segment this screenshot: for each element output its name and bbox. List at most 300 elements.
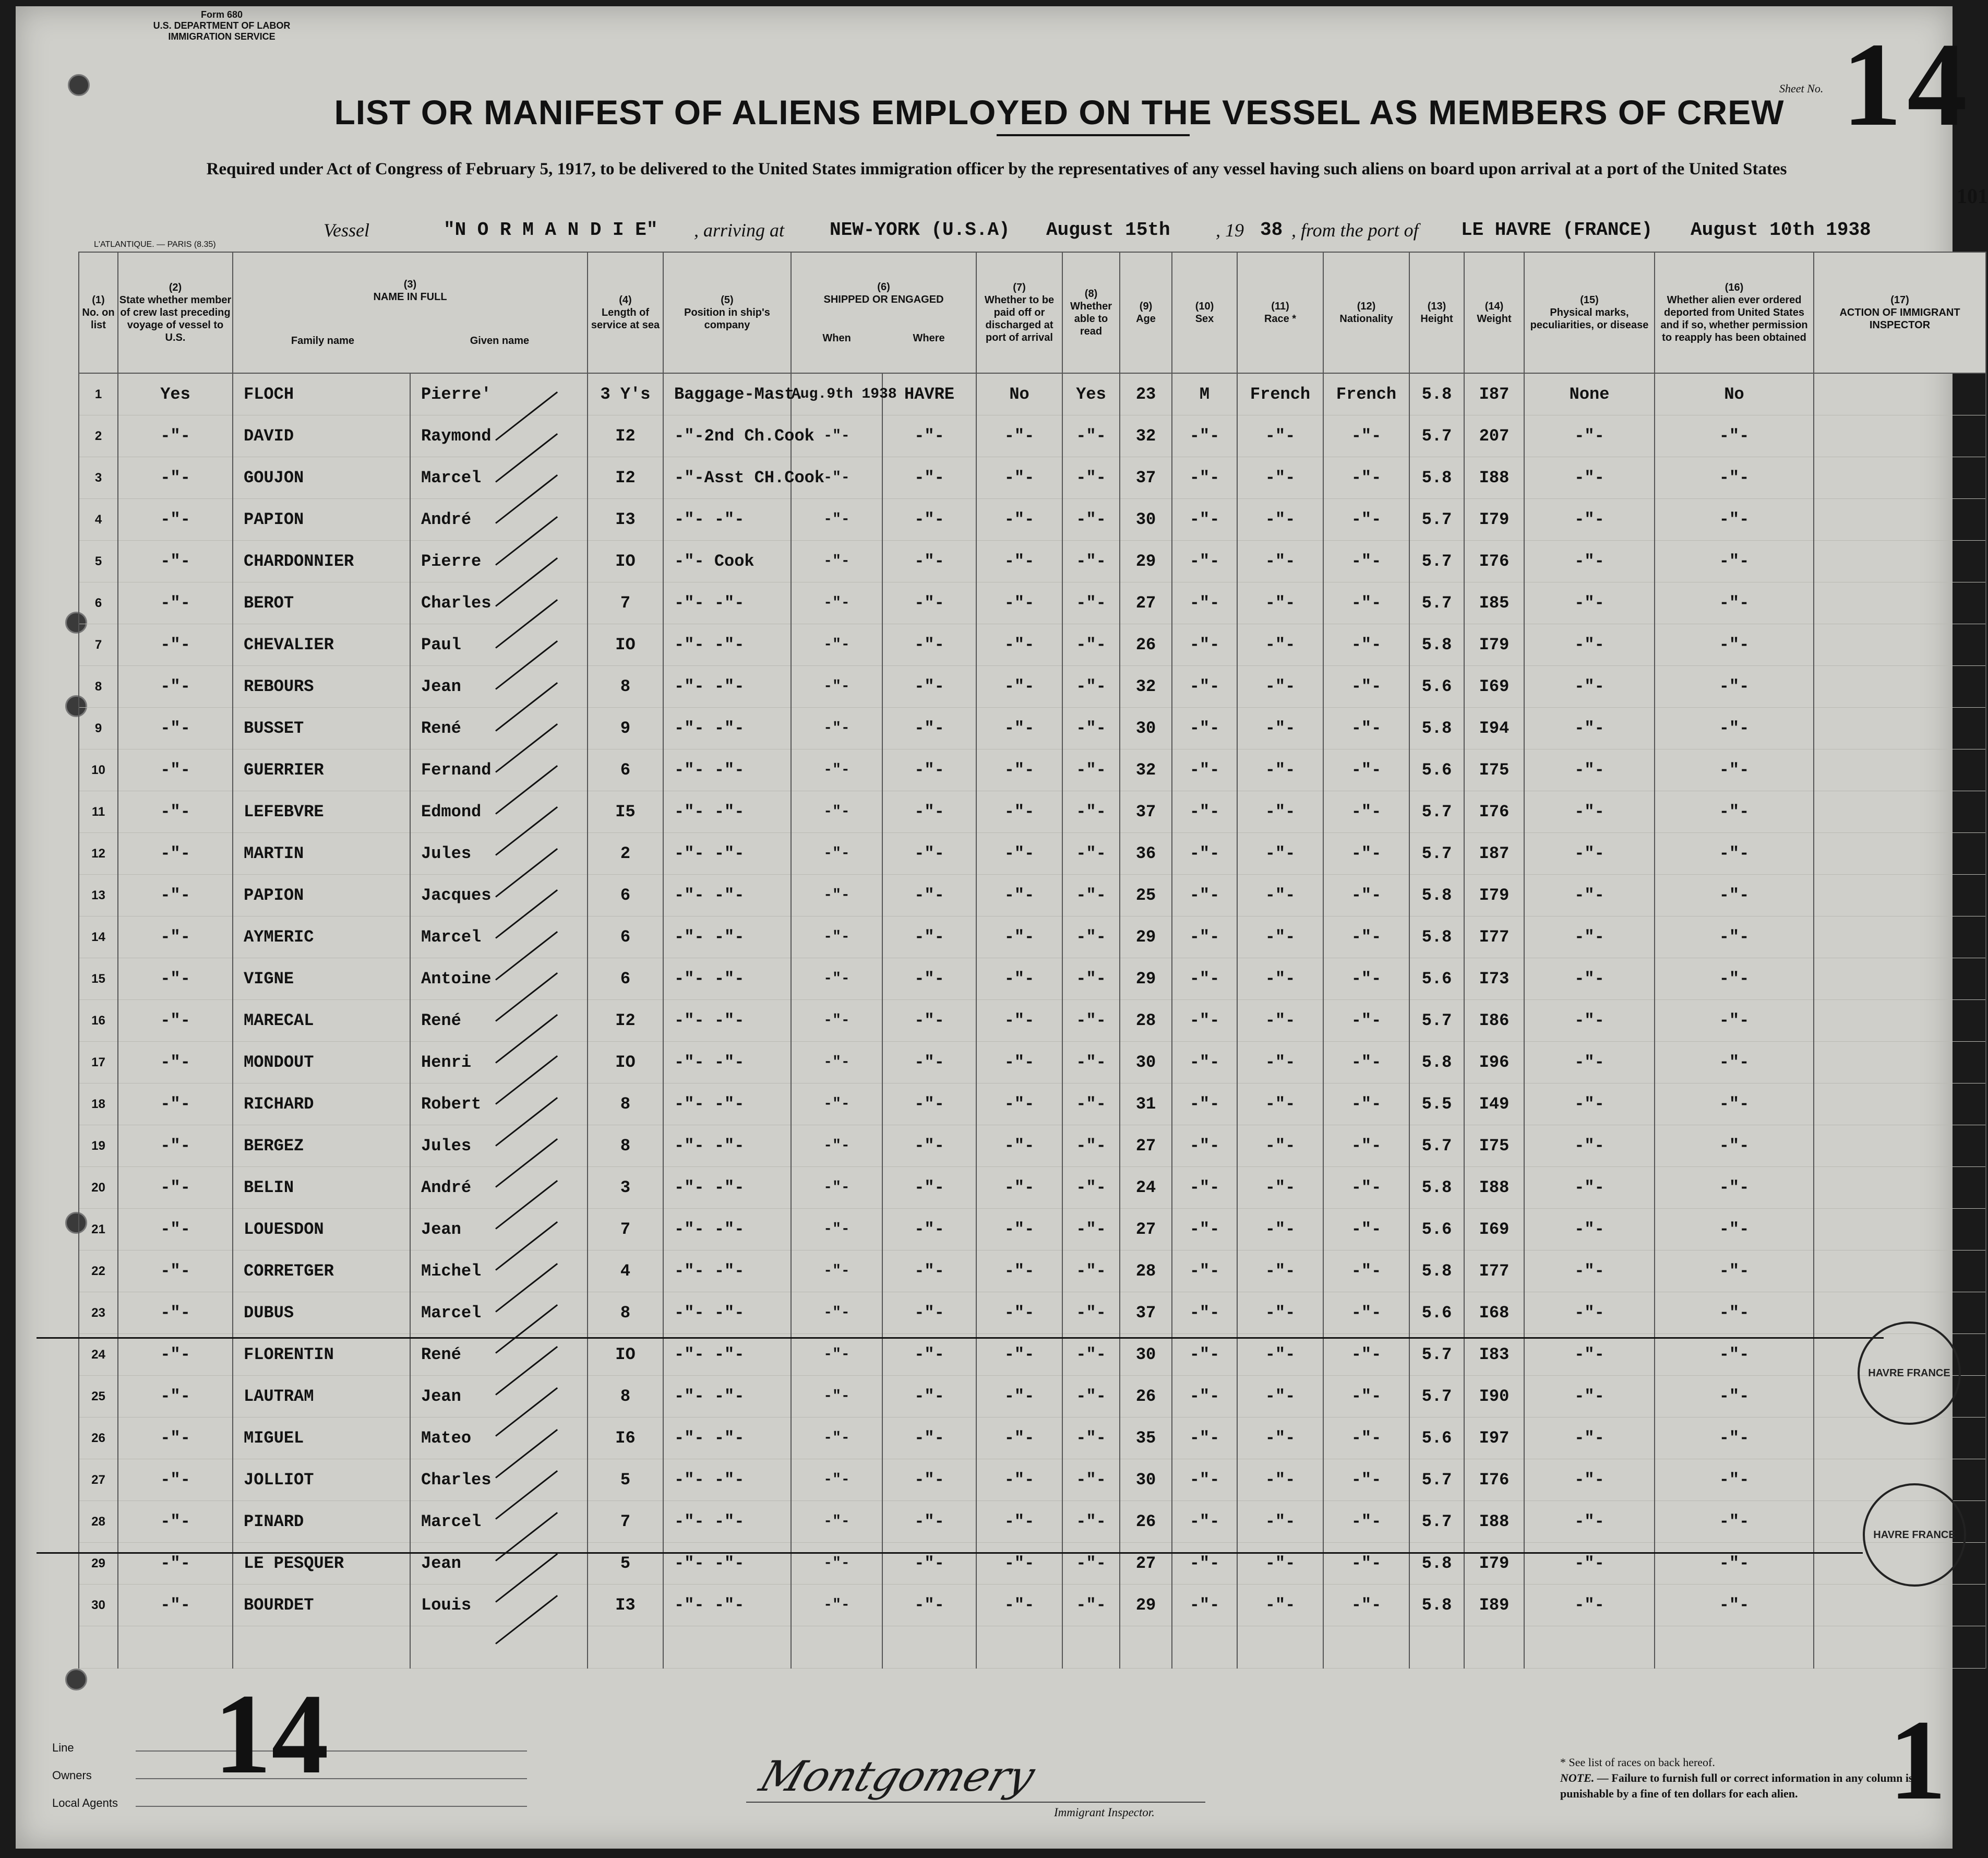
line-number-cell: 8	[79, 666, 118, 708]
race-cell: -"-	[1237, 833, 1323, 875]
sex-cell: -"-	[1172, 1585, 1237, 1626]
previous-voyage-cell: -"-	[118, 749, 233, 791]
empty-cell	[1062, 1626, 1120, 1669]
weight-cell: I94	[1464, 708, 1524, 749]
family-name-cell: BERGEZ	[233, 1125, 410, 1167]
service-length-cell: I3	[588, 499, 663, 541]
table-row	[79, 1042, 1986, 1083]
inspector-action-cell	[1814, 666, 1986, 708]
family-name-cell: MARECAL	[233, 1000, 410, 1042]
line-number-cell: 9	[79, 708, 118, 749]
able-to-read-cell: -"-	[1062, 415, 1120, 457]
paid-off-cell: -"-	[976, 1125, 1062, 1167]
able-to-read-cell: -"-	[1062, 875, 1120, 916]
deported-cell: -"-	[1655, 624, 1814, 666]
age-cell: 27	[1120, 1543, 1172, 1585]
race-cell: -"-	[1237, 1250, 1323, 1292]
nationality-cell: -"-	[1323, 1376, 1409, 1418]
paid-off-cell: -"-	[976, 1459, 1062, 1501]
previous-voyage-cell: -"-	[118, 624, 233, 666]
shipped-when-cell: -"-	[791, 1000, 882, 1042]
shipped-where-cell: -"-	[882, 1000, 976, 1042]
line-number-cell: 18	[79, 1083, 118, 1125]
nationality-cell: -"-	[1323, 1083, 1409, 1125]
table-row	[79, 1376, 1986, 1418]
service-length-cell: 8	[588, 1083, 663, 1125]
height-cell: 5.6	[1409, 666, 1464, 708]
race-cell: -"-	[1237, 1376, 1323, 1418]
shipped-where-cell: -"-	[882, 415, 976, 457]
service-length-cell: IO	[588, 541, 663, 582]
position-cell: -"-2nd Ch.Cook	[663, 415, 791, 457]
empty-cell	[1237, 1626, 1323, 1669]
given-name-cell: Pierre'	[410, 373, 588, 415]
height-cell: 5.7	[1409, 833, 1464, 875]
deported-cell: -"-	[1655, 833, 1814, 875]
physical-marks-cell: -"-	[1524, 958, 1655, 1000]
position-cell: -"- -"-	[663, 708, 791, 749]
inspector-action-cell	[1814, 1125, 1986, 1167]
departure-date: August 10th 1938	[1691, 219, 1871, 241]
crew-manifest-table	[78, 252, 1986, 1669]
inspector-action-cell	[1814, 541, 1986, 582]
previous-voyage-cell: -"-	[118, 1167, 233, 1209]
weight-cell: 207	[1464, 415, 1524, 457]
able-to-read-cell: -"-	[1062, 708, 1120, 749]
physical-marks-cell: -"-	[1524, 1292, 1655, 1334]
service-length-cell: 6	[588, 958, 663, 1000]
nationality-cell: -"-	[1323, 624, 1409, 666]
race-cell: -"-	[1237, 457, 1323, 499]
deported-cell: -"-	[1655, 1250, 1814, 1292]
height-cell: 5.7	[1409, 1459, 1464, 1501]
nationality-cell: -"-	[1323, 1125, 1409, 1167]
line-number-cell: 2	[79, 415, 118, 457]
sex-cell: -"-	[1172, 1501, 1237, 1543]
sex-cell: -"-	[1172, 1376, 1237, 1418]
service-length-cell: I2	[588, 1000, 663, 1042]
physical-marks-cell: -"-	[1524, 499, 1655, 541]
inspector-action-cell	[1814, 1250, 1986, 1292]
family-name-cell: CHARDONNIER	[233, 541, 410, 582]
shipped-where-cell: -"-	[882, 1501, 976, 1543]
shipped-where-cell: -"-	[882, 958, 976, 1000]
given-name-cell: Louis	[410, 1585, 588, 1626]
height-cell: 5.6	[1409, 1292, 1464, 1334]
paid-off-cell: -"-	[976, 791, 1062, 833]
shipped-when-cell: -"-	[791, 415, 882, 457]
sex-cell: -"-	[1172, 1334, 1237, 1376]
paid-off-cell: -"-	[976, 1543, 1062, 1585]
table-row	[79, 624, 1986, 666]
nationality-cell: -"-	[1323, 916, 1409, 958]
race-cell: -"-	[1237, 541, 1323, 582]
age-cell: 26	[1120, 624, 1172, 666]
weight-cell: I88	[1464, 1501, 1524, 1543]
line-number-cell: 7	[79, 624, 118, 666]
weight-cell: I83	[1464, 1334, 1524, 1376]
given-name-cell: Jean	[410, 1376, 588, 1418]
shipped-when-cell: -"-	[791, 1459, 882, 1501]
physical-marks-cell: -"-	[1524, 1042, 1655, 1083]
nationality-cell: -"-	[1323, 1167, 1409, 1209]
line-number-cell: 24	[79, 1334, 118, 1376]
given-name-cell: Marcel	[410, 916, 588, 958]
nationality-cell: -"-	[1323, 833, 1409, 875]
given-name-cell: Edmond	[410, 791, 588, 833]
able-to-read-cell: -"-	[1062, 499, 1120, 541]
family-name-cell: RICHARD	[233, 1083, 410, 1125]
service-length-cell: 7	[588, 582, 663, 624]
family-name-cell: LAUTRAM	[233, 1376, 410, 1418]
paid-off-cell: -"-	[976, 1418, 1062, 1459]
nationality-cell: -"-	[1323, 1042, 1409, 1083]
strike-line-row-28	[37, 1552, 1863, 1554]
col-age-header: (9) Age	[1120, 252, 1172, 373]
nationality-cell: -"-	[1323, 708, 1409, 749]
race-cell: -"-	[1237, 708, 1323, 749]
family-name-cell: PAPION	[233, 875, 410, 916]
service-length-cell: 8	[588, 1292, 663, 1334]
able-to-read-cell: -"-	[1062, 1418, 1120, 1459]
table-row	[79, 1418, 1986, 1459]
table-row	[79, 958, 1986, 1000]
age-cell: 26	[1120, 1501, 1172, 1543]
position-cell: -"- -"-	[663, 499, 791, 541]
position-cell: -"- -"-	[663, 1543, 791, 1585]
race-cell: -"-	[1237, 1292, 1323, 1334]
height-cell: 5.8	[1409, 875, 1464, 916]
line-number-cell: 17	[79, 1042, 118, 1083]
height-cell: 5.7	[1409, 791, 1464, 833]
given-name-cell: Jean	[410, 1543, 588, 1585]
shipped-where-cell: -"-	[882, 1167, 976, 1209]
position-cell: -"- -"-	[663, 1250, 791, 1292]
line-number-cell: 3	[79, 457, 118, 499]
age-cell: 37	[1120, 1292, 1172, 1334]
able-to-read-cell: -"-	[1062, 1250, 1120, 1292]
service-length-cell: IO	[588, 1334, 663, 1376]
position-cell: -"- -"-	[663, 1334, 791, 1376]
physical-marks-cell: -"-	[1524, 749, 1655, 791]
nationality-cell: -"-	[1323, 791, 1409, 833]
previous-voyage-cell: -"-	[118, 1042, 233, 1083]
deported-cell: -"-	[1655, 1042, 1814, 1083]
sex-cell: -"-	[1172, 749, 1237, 791]
race-cell: -"-	[1237, 791, 1323, 833]
service-length-cell: 3	[588, 1167, 663, 1209]
weight-cell: I88	[1464, 457, 1524, 499]
nationality-cell: -"-	[1323, 541, 1409, 582]
age-cell: 26	[1120, 1376, 1172, 1418]
given-name-cell: Marcel	[410, 1501, 588, 1543]
position-cell: -"- -"-	[663, 916, 791, 958]
weight-cell: I75	[1464, 1125, 1524, 1167]
deported-cell: -"-	[1655, 1167, 1814, 1209]
shipped-when-cell: -"-	[791, 916, 882, 958]
weight-cell: I85	[1464, 582, 1524, 624]
empty-cell	[118, 1626, 233, 1669]
previous-voyage-cell: -"-	[118, 666, 233, 708]
col-service-length-header: (4) Length of service at sea	[588, 252, 663, 373]
inspector-action-cell	[1814, 833, 1986, 875]
race-cell: -"-	[1237, 1459, 1323, 1501]
sheet-number: 14	[1842, 18, 1972, 151]
shipped-where-cell: -"-	[882, 1083, 976, 1125]
paid-off-cell: -"-	[976, 1585, 1062, 1626]
age-cell: 30	[1120, 499, 1172, 541]
nationality-cell: -"-	[1323, 1209, 1409, 1250]
col-read-header: (8) Whether able to read	[1062, 252, 1120, 373]
age-cell: 27	[1120, 1209, 1172, 1250]
shipped-where-cell: -"-	[882, 1585, 976, 1626]
family-name-cell: PAPION	[233, 499, 410, 541]
sex-cell: -"-	[1172, 1083, 1237, 1125]
given-name-cell: Raymond	[410, 415, 588, 457]
given-name-cell: Marcel	[410, 1292, 588, 1334]
deported-cell: -"-	[1655, 1418, 1814, 1459]
given-name-cell: Charles	[410, 582, 588, 624]
inspector-action-cell	[1814, 457, 1986, 499]
paid-off-cell: No	[976, 373, 1062, 415]
shipped-where-cell: -"-	[882, 582, 976, 624]
nationality-cell: -"-	[1323, 1334, 1409, 1376]
able-to-read-cell: -"-	[1062, 582, 1120, 624]
nationality-cell: -"-	[1323, 499, 1409, 541]
paid-off-cell: -"-	[976, 1042, 1062, 1083]
paid-off-cell: -"-	[976, 666, 1062, 708]
table-row	[79, 749, 1986, 791]
sex-cell: M	[1172, 373, 1237, 415]
given-name-cell: Jules	[410, 833, 588, 875]
line-number-cell: 15	[79, 958, 118, 1000]
shipped-when-cell: -"-	[791, 1334, 882, 1376]
line-number-cell: 25	[79, 1376, 118, 1418]
service-length-cell: I6	[588, 1418, 663, 1459]
position-cell: -"- -"-	[663, 1000, 791, 1042]
age-cell: 30	[1120, 708, 1172, 749]
note-text: Failure to furnish full or correct information in any column is punishable by a fine of ten dollars for each alien.	[1560, 1771, 1913, 1800]
department-name: U.S. DEPARTMENT OF LABOR	[153, 20, 291, 31]
col-marks-header: (15) Physical marks, peculiarities, or disease	[1524, 252, 1655, 373]
table-row	[79, 875, 1986, 916]
given-name-cell: Michel	[410, 1250, 588, 1292]
position-cell: -"- -"-	[663, 1209, 791, 1250]
height-cell: 5.8	[1409, 1543, 1464, 1585]
empty-cell	[1172, 1626, 1237, 1669]
races-note: * See list of races on back hereof.	[1560, 1756, 1715, 1769]
physical-marks-cell: -"-	[1524, 1501, 1655, 1543]
given-name-cell: Antoine	[410, 958, 588, 1000]
height-cell: 5.8	[1409, 1042, 1464, 1083]
empty-cell	[1524, 1626, 1655, 1669]
nationality-cell: -"-	[1323, 875, 1409, 916]
age-cell: 29	[1120, 1585, 1172, 1626]
line-number-cell: 6	[79, 582, 118, 624]
arrival-port: NEW-YORK (U.S.A)	[830, 219, 1010, 241]
shipped-where-cell: -"-	[882, 457, 976, 499]
age-cell: 28	[1120, 1000, 1172, 1042]
age-cell: 30	[1120, 1459, 1172, 1501]
form-number: Form 680	[200, 9, 243, 20]
previous-voyage-cell: -"-	[118, 791, 233, 833]
position-cell: -"- -"-	[663, 1585, 791, 1626]
race-cell: -"-	[1237, 958, 1323, 1000]
previous-voyage-cell: -"-	[118, 1334, 233, 1376]
age-cell: 37	[1120, 791, 1172, 833]
position-cell: -"- -"-	[663, 1167, 791, 1209]
paid-off-cell: -"-	[976, 624, 1062, 666]
position-cell: -"- -"-	[663, 666, 791, 708]
shipped-when-cell: -"-	[791, 457, 882, 499]
weight-cell: I87	[1464, 833, 1524, 875]
race-cell: -"-	[1237, 1042, 1323, 1083]
shipped-when-cell: -"-	[791, 1585, 882, 1626]
table-row	[79, 1167, 1986, 1209]
paid-off-cell: -"-	[976, 749, 1062, 791]
height-cell: 5.7	[1409, 1000, 1464, 1042]
able-to-read-cell: -"-	[1062, 624, 1120, 666]
height-cell: 5.8	[1409, 1167, 1464, 1209]
weight-cell: I76	[1464, 791, 1524, 833]
empty-cell	[1409, 1626, 1464, 1669]
page-subtitle: Required under Act of Congress of February 5, 1917, to be delivered to the United States immigration officer by the representatives of any vessel having such aliens on board upon arrival at a port of the United States	[206, 160, 1787, 178]
previous-voyage-cell: -"-	[118, 1250, 233, 1292]
physical-marks-cell: -"-	[1524, 1543, 1655, 1585]
age-cell: 37	[1120, 457, 1172, 499]
able-to-read-cell: -"-	[1062, 833, 1120, 875]
paid-off-cell: -"-	[976, 916, 1062, 958]
race-cell: -"-	[1237, 749, 1323, 791]
age-cell: 35	[1120, 1418, 1172, 1459]
family-name-cell: DAVID	[233, 415, 410, 457]
previous-voyage-cell: -"-	[118, 1459, 233, 1501]
race-cell: -"-	[1237, 1334, 1323, 1376]
empty-cell	[79, 1626, 118, 1669]
empty-cell	[882, 1626, 976, 1669]
nationality-cell: -"-	[1323, 1418, 1409, 1459]
punch-hole	[68, 74, 90, 96]
page-title: LIST OR MANIFEST OF ALIENS EMPLOYED ON THE VESSEL AS MEMBERS OF CREW	[334, 93, 1785, 132]
line-number-cell: 23	[79, 1292, 118, 1334]
service-length-cell: I5	[588, 791, 663, 833]
given-name-cell: André	[410, 499, 588, 541]
shipped-where-cell: -"-	[882, 666, 976, 708]
weight-cell: I88	[1464, 1167, 1524, 1209]
physical-marks-cell: -"-	[1524, 666, 1655, 708]
shipped-where-cell: -"-	[882, 1459, 976, 1501]
previous-voyage-cell: -"-	[118, 833, 233, 875]
given-name-header: Given name	[470, 335, 530, 347]
inspector-signature: Montgomery	[753, 1752, 1041, 1801]
shipped-when-cell: -"-	[791, 1209, 882, 1250]
deported-cell: -"-	[1655, 1292, 1814, 1334]
service-length-cell: IO	[588, 1042, 663, 1083]
given-name-cell: Robert	[410, 1083, 588, 1125]
able-to-read-cell: -"-	[1062, 1376, 1120, 1418]
shipped-where-cell: -"-	[882, 1042, 976, 1083]
age-cell: 30	[1120, 1334, 1172, 1376]
shipped-where-cell: HAVRE	[882, 373, 976, 415]
family-name-cell: GOUJON	[233, 457, 410, 499]
table-row	[79, 1125, 1986, 1167]
deported-cell: -"-	[1655, 541, 1814, 582]
given-name-cell: Mateo	[410, 1418, 588, 1459]
form-info	[136, 9, 308, 42]
given-name-cell: Henri	[410, 1042, 588, 1083]
line-number-cell: 21	[79, 1209, 118, 1250]
paid-off-cell: -"-	[976, 1250, 1062, 1292]
inspector-action-cell	[1814, 1585, 1986, 1626]
given-name-cell: René	[410, 708, 588, 749]
shipped-when-cell: -"-	[791, 624, 882, 666]
given-name-cell: Paul	[410, 624, 588, 666]
physical-marks-cell: -"-	[1524, 1376, 1655, 1418]
line-number-cell: 22	[79, 1250, 118, 1292]
weight-cell: I97	[1464, 1418, 1524, 1459]
paid-off-cell: -"-	[976, 1292, 1062, 1334]
table-row	[79, 582, 1986, 624]
race-cell: -"-	[1237, 1418, 1323, 1459]
family-name-cell: VIGNE	[233, 958, 410, 1000]
paid-off-cell: -"-	[976, 708, 1062, 749]
inspector-action-cell	[1814, 1167, 1986, 1209]
col-paid-off-header: (7) Whether to be paid off or discharged at port of arrival	[976, 252, 1062, 373]
arrival-year: 38	[1260, 219, 1283, 241]
weight-cell: I77	[1464, 1250, 1524, 1292]
family-name-cell: LOUESDON	[233, 1209, 410, 1250]
height-cell: 5.8	[1409, 1250, 1464, 1292]
race-cell: -"-	[1237, 1209, 1323, 1250]
height-cell: 5.8	[1409, 624, 1464, 666]
previous-voyage-cell: -"-	[118, 1209, 233, 1250]
shipped-when-cell: -"-	[791, 1250, 882, 1292]
age-cell: 32	[1120, 666, 1172, 708]
deported-cell: -"-	[1655, 791, 1814, 833]
shipped-when-cell: -"-	[791, 833, 882, 875]
family-name-cell: MARTIN	[233, 833, 410, 875]
weight-cell: I75	[1464, 749, 1524, 791]
age-cell: 27	[1120, 1125, 1172, 1167]
shipped-where-cell: -"-	[882, 1292, 976, 1334]
given-name-cell: Jean	[410, 666, 588, 708]
nationality-cell: -"-	[1323, 415, 1409, 457]
height-cell: 5.6	[1409, 1418, 1464, 1459]
line-number-cell: 27	[79, 1459, 118, 1501]
table-row	[79, 666, 1986, 708]
line-number-cell: 13	[79, 875, 118, 916]
line-number-cell: 1	[79, 373, 118, 415]
footnote	[1560, 1755, 1936, 1802]
age-cell: 23	[1120, 373, 1172, 415]
manifest-page	[16, 6, 1988, 1849]
shipped-when-cell: -"-	[791, 666, 882, 708]
weight-cell: I76	[1464, 1459, 1524, 1501]
age-cell: 32	[1120, 415, 1172, 457]
physical-marks-cell: -"-	[1524, 1250, 1655, 1292]
owners-label: Owners	[52, 1761, 118, 1789]
stamp-number: 101	[1957, 184, 1988, 208]
physical-marks-cell: -"-	[1524, 1459, 1655, 1501]
sex-cell: -"-	[1172, 833, 1237, 875]
physical-marks-cell: -"-	[1524, 833, 1655, 875]
position-cell: -"- -"-	[663, 1418, 791, 1459]
note-label: NOTE. —	[1560, 1771, 1609, 1784]
deported-cell: -"-	[1655, 499, 1814, 541]
vessel-line	[16, 219, 1946, 245]
sex-cell: -"-	[1172, 1418, 1237, 1459]
nationality-cell: -"-	[1323, 582, 1409, 624]
